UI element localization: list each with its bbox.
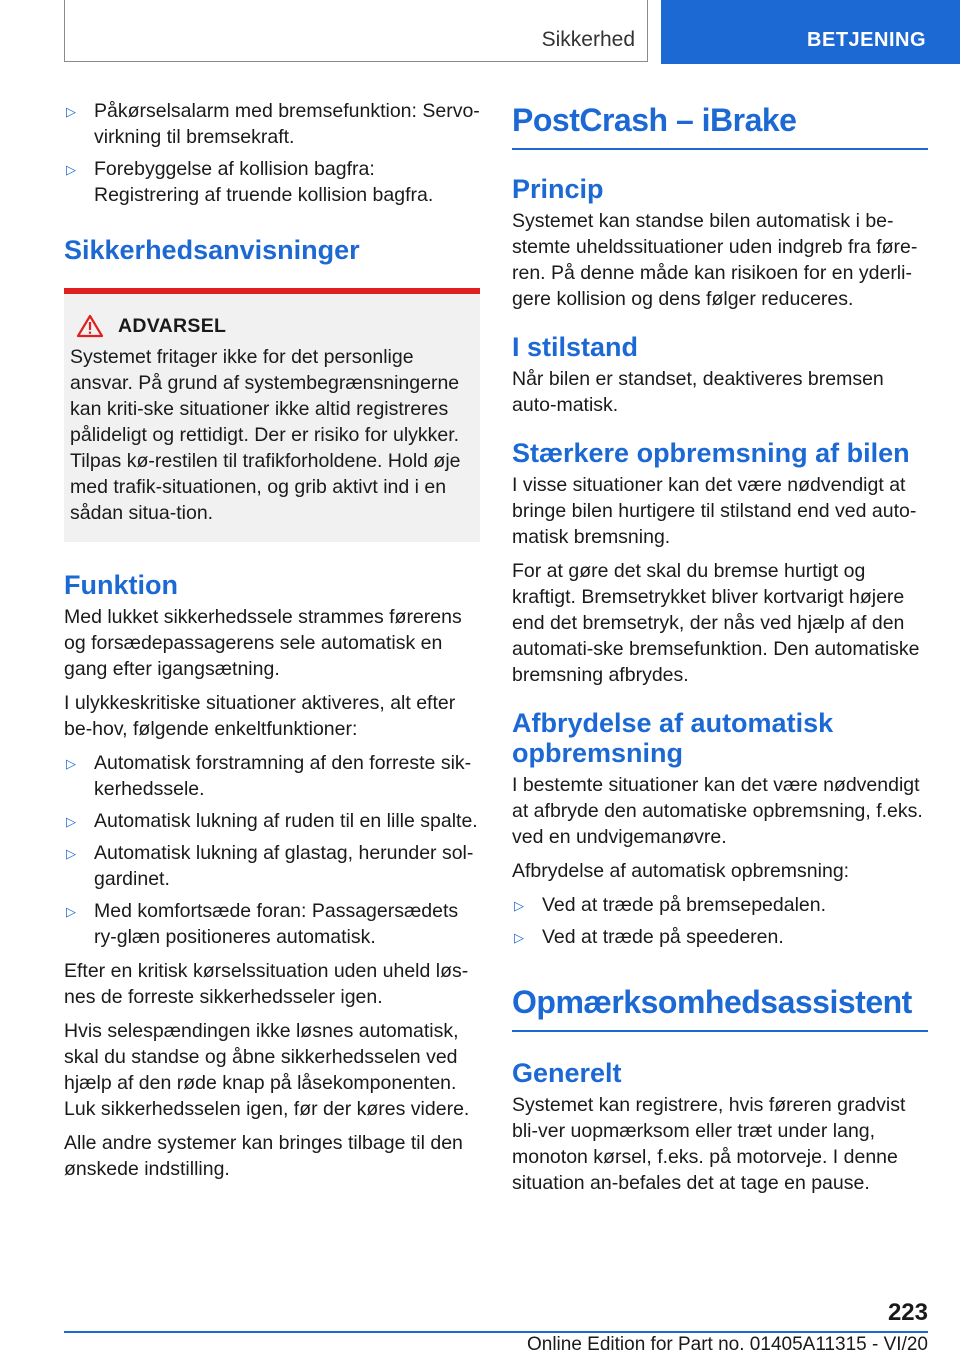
function-paragraph: Med lukket sikkerhedssele strammes førerens og forsædepassagerens sele automatisk en gang efter igangsætning. (64, 606, 462, 680)
right-column (512, 98, 928, 1204)
function-bullet-list (64, 750, 480, 950)
stronger-braking-paragraph: I visse situationer kan det være nødvendigt at bringe bilen hurtigere til stilstand end ved auto-matisk bremsning. (512, 474, 917, 548)
triangle-bullet-icon: ▷ (66, 162, 76, 177)
function-paragraph: Hvis selespændingen ikke løsnes automatisk, skal du standse og åbne sikkerhedsselen ved hjælp af den røde knap på låsekomponenten. Luk sikkerhedsselen igen, før der køres videre. (64, 1020, 470, 1120)
triangle-bullet-icon: ▷ (66, 756, 76, 771)
footer-edition-text: Online Edition for Part no. 01405A11315 - VI/20 (526, 1334, 928, 1355)
warning-title: ADVARSEL (118, 314, 227, 337)
interrupt-bullet-list (512, 892, 928, 950)
interrupt-heading: Afbrydelse af automatisk opbremsning (512, 708, 834, 768)
interrupt-paragraph: I bestemte situationer kan det være nødvendigt at afbryde den automatiske opbremsning, f.eks. ved en undvigemanøvre. (512, 774, 923, 848)
list-item: ▷ Ved at træde på speederen. (512, 924, 928, 950)
standstill-text: Når bilen er standset, deaktiveres bremsen auto-matisk. (512, 368, 884, 416)
list-item: ▷ Ved at træde på bremsepedalen. (512, 892, 928, 918)
list-item: ▷ Med komfortsæde foran: Passagersædets ry-glæn positioneres automatisk. (66, 900, 459, 948)
left-column (64, 98, 480, 1190)
general-heading: Generelt (512, 1058, 622, 1088)
triangle-bullet-icon: ▷ (66, 846, 76, 861)
triangle-bullet-icon: ▷ (514, 898, 524, 913)
page-number: 223 (887, 1299, 928, 1326)
list-item: ▷ Automatisk lukning af ruden til en lille spalte. (64, 808, 480, 834)
general-text: Systemet kan registrere, hvis føreren gradvist bli-ver uopmærksom eller træt under lang, monoton kørsel, f.eks. på motorveje. I denne situation an-befales det at tage en pause. (512, 1094, 906, 1194)
stronger-braking-paragraph: For at gøre det skal du bremse hurtigt og kraftigt. Bremsetrykket bliver kortvarigt højere end det bremsetryk, der nås ved hjælp af den automati-ske bremsefunktion. Den automatiske bremsning afbrydes. (512, 560, 920, 686)
list-item: ▷ Automatisk lukning af glastag, herunder sol-gardinet. (66, 842, 474, 890)
function-paragraph: Efter en kritisk kørselssituation uden uheld løs-nes de forreste sikkerhedsseler igen. (64, 960, 469, 1008)
header-chapter-title: BETJENING (807, 29, 926, 51)
footer-rule (64, 1331, 928, 1333)
safety-heading: Sikkerhedsanvisninger (64, 235, 360, 265)
postcrash-heading: PostCrash – iBrake (512, 102, 797, 138)
list-item: ▷ Automatisk forstramning af den forreste sik-kerhedssele. (66, 752, 472, 800)
warning-text: Systemet fritager ikke for det personlige ansvar. På grund af systembegrænsningerne kan kriti-ske situationer ikke altid registreres pålideligt og rettidigt. Der er risiko for ulykker. Tilpas kø-restilen til trafikforholdene. Hold øje med trafik-situationen, og grib aktivt ind i en sådan situa-tion. (70, 346, 461, 524)
list-item: ▷ Påkørselsalarm med bremsefunktion: Servo-virkning til bremsekraft. (66, 100, 480, 148)
triangle-bullet-icon: ▷ (66, 814, 76, 829)
attention-assistant-heading: Opmærksomhedsassistent (512, 984, 912, 1020)
triangle-bullet-icon: ▷ (66, 904, 76, 919)
postcrash-rule (512, 148, 928, 150)
warning-triangle-icon (76, 314, 104, 338)
attention-rule (512, 1030, 928, 1032)
header-section-title: Sikkerhed (541, 28, 635, 51)
principle-text: Systemet kan standse bilen automatisk i be-stemte uheldssituationer uden indgreb fra føre-ren. På denne måde kan risikoen for en yderli-gere kollision og dens følger reduceres. (512, 210, 918, 310)
function-paragraph: Alle andre systemer kan bringes tilbage til den ønskede indstilling. (64, 1132, 463, 1180)
function-heading: Funktion (64, 570, 178, 600)
stronger-braking-heading: Stærkere opbremsning af bilen (512, 438, 910, 468)
standstill-heading: I stilstand (512, 332, 639, 362)
triangle-bullet-icon: ▷ (66, 104, 76, 119)
warning-box (64, 294, 480, 542)
function-paragraph: I ulykkeskritiske situationer aktiveres, alt efter be-hov, følgende enkeltfunktioner: (64, 692, 456, 740)
list-item: ▷ Forebyggelse af kollision bagfra: Registrering af truende kollision bagfra. (66, 158, 434, 206)
top-bullet-list (64, 98, 480, 208)
interrupt-paragraph: Afbrydelse af automatisk opbremsning: (512, 860, 850, 882)
header-section-box (64, 0, 648, 62)
header-chapter-tab (661, 0, 960, 64)
warning-header (70, 314, 474, 338)
principle-heading: Princip (512, 174, 604, 204)
triangle-bullet-icon: ▷ (514, 930, 524, 945)
